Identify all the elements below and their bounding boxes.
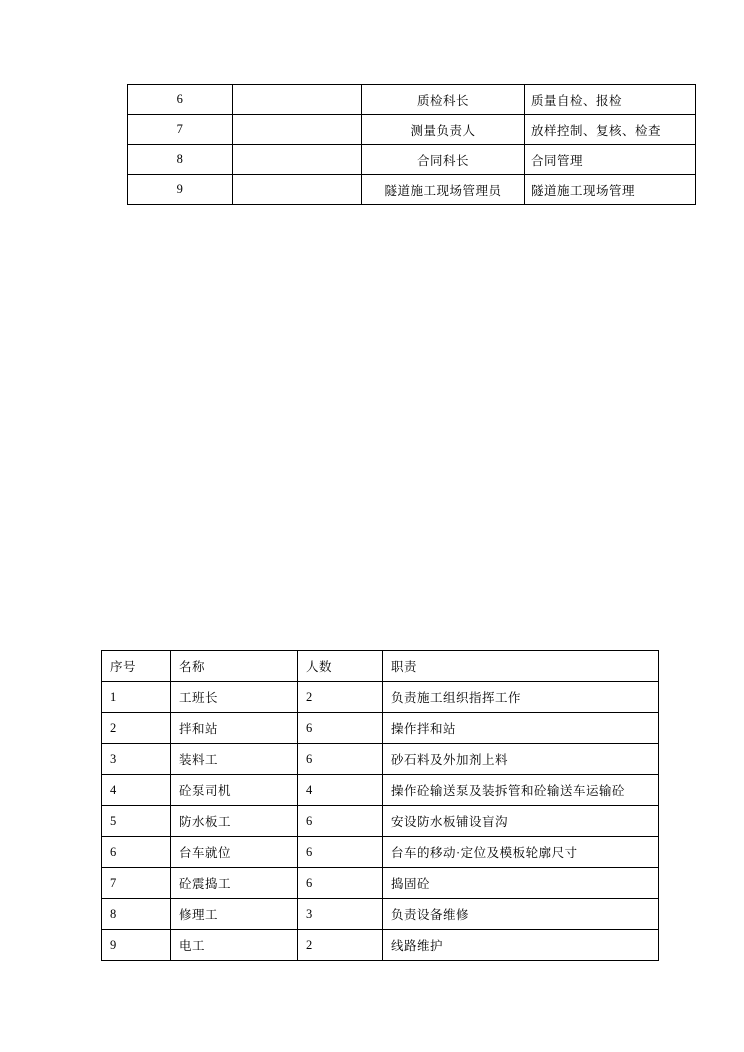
table-body bbox=[128, 85, 696, 205]
row-number: 7 bbox=[102, 868, 171, 899]
table-row bbox=[102, 682, 659, 713]
row-duty: 负责设备维修 bbox=[383, 899, 659, 930]
row-count: 6 bbox=[298, 806, 383, 837]
row-duty: 捣固砼 bbox=[383, 868, 659, 899]
row-name: 修理工 bbox=[171, 899, 298, 930]
row-duty: 线路维护 bbox=[383, 930, 659, 961]
table-row bbox=[102, 775, 659, 806]
header-count: 人数 bbox=[298, 651, 383, 682]
table-row bbox=[128, 145, 696, 175]
header-duty: 职责 bbox=[383, 651, 659, 682]
row-duty: 操作砼输送泵及装拆管和砼输送车运输砼 bbox=[383, 775, 659, 806]
row-role: 质检科长 bbox=[362, 85, 525, 115]
row-number: 8 bbox=[102, 899, 171, 930]
table-row bbox=[102, 837, 659, 868]
row-name: 台车就位 bbox=[171, 837, 298, 868]
row-name: 电工 bbox=[171, 930, 298, 961]
labor-allocation-table bbox=[101, 650, 659, 961]
row-number: 5 bbox=[102, 806, 171, 837]
table-header bbox=[102, 651, 659, 682]
row-count: 2 bbox=[298, 930, 383, 961]
row-duty: 合同管理 bbox=[525, 145, 696, 175]
row-name: 装料工 bbox=[171, 744, 298, 775]
row-number: 2 bbox=[102, 713, 171, 744]
row-count: 6 bbox=[298, 868, 383, 899]
header-number: 序号 bbox=[102, 651, 171, 682]
table-row bbox=[128, 175, 696, 205]
table-row bbox=[102, 899, 659, 930]
row-count: 6 bbox=[298, 837, 383, 868]
row-count: 4 bbox=[298, 775, 383, 806]
row-name: 砼震捣工 bbox=[171, 868, 298, 899]
row-blank bbox=[233, 115, 362, 145]
table-row bbox=[128, 85, 696, 115]
table-row bbox=[102, 806, 659, 837]
row-role: 测量负责人 bbox=[362, 115, 525, 145]
row-duty: 隧道施工现场管理 bbox=[525, 175, 696, 205]
table-header-row bbox=[102, 651, 659, 682]
row-count: 6 bbox=[298, 744, 383, 775]
row-role: 合同科长 bbox=[362, 145, 525, 175]
personnel-responsibility-table bbox=[127, 84, 696, 205]
row-name: 拌和站 bbox=[171, 713, 298, 744]
row-number: 1 bbox=[102, 682, 171, 713]
row-name: 工班长 bbox=[171, 682, 298, 713]
row-number: 9 bbox=[102, 930, 171, 961]
row-duty: 操作拌和站 bbox=[383, 713, 659, 744]
table-row bbox=[128, 115, 696, 145]
row-number: 7 bbox=[128, 115, 233, 145]
row-role: 隧道施工现场管理员 bbox=[362, 175, 525, 205]
row-number: 8 bbox=[128, 145, 233, 175]
row-count: 6 bbox=[298, 713, 383, 744]
row-number: 4 bbox=[102, 775, 171, 806]
row-name: 砼泵司机 bbox=[171, 775, 298, 806]
row-number: 9 bbox=[128, 175, 233, 205]
row-duty: 砂石料及外加剂上料 bbox=[383, 744, 659, 775]
row-name: 防水板工 bbox=[171, 806, 298, 837]
row-number: 6 bbox=[102, 837, 171, 868]
table-row bbox=[102, 930, 659, 961]
header-name: 名称 bbox=[171, 651, 298, 682]
row-duty: 安设防水板铺设盲沟 bbox=[383, 806, 659, 837]
table-row bbox=[102, 744, 659, 775]
table-body bbox=[102, 682, 659, 961]
row-count: 2 bbox=[298, 682, 383, 713]
row-duty: 质量自检、报检 bbox=[525, 85, 696, 115]
row-duty: 放样控制、复核、检查 bbox=[525, 115, 696, 145]
table-row bbox=[102, 713, 659, 744]
row-blank bbox=[233, 175, 362, 205]
row-number: 3 bbox=[102, 744, 171, 775]
row-blank bbox=[233, 85, 362, 115]
table-row bbox=[102, 868, 659, 899]
row-duty: 负责施工组织指挥工作 bbox=[383, 682, 659, 713]
row-blank bbox=[233, 145, 362, 175]
row-number: 6 bbox=[128, 85, 233, 115]
row-count: 3 bbox=[298, 899, 383, 930]
row-duty: 台车的移动·定位及模板轮廓尺寸 bbox=[383, 837, 659, 868]
